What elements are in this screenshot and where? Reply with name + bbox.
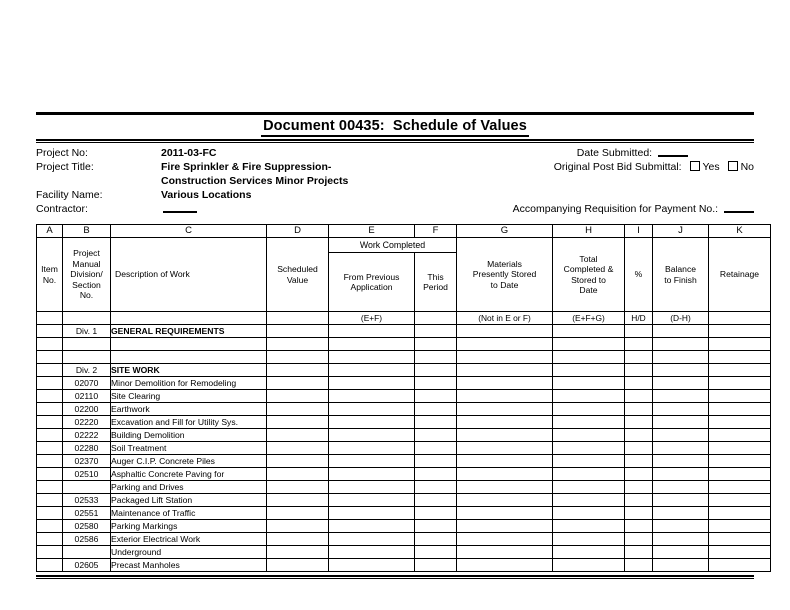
header-balance-to-finish: Balance to Finish	[653, 238, 709, 312]
cell-section-no[interactable]: 02110	[63, 390, 111, 403]
cell-percent[interactable]	[625, 546, 653, 559]
cell-balance-to-finish[interactable]	[653, 533, 709, 546]
cell-balance-to-finish[interactable]	[653, 416, 709, 429]
cell-retainage[interactable]	[709, 481, 771, 494]
table-row	[37, 494, 771, 507]
cell-total-completed-stored[interactable]	[553, 546, 625, 559]
table-row	[37, 455, 771, 468]
cell-percent[interactable]	[625, 455, 653, 468]
header-this-period: This Period	[415, 253, 457, 312]
table-row	[37, 559, 771, 572]
table-row	[37, 390, 771, 403]
cell-item-no[interactable]	[37, 429, 63, 442]
cell-materials-presently-stored[interactable]	[457, 533, 553, 546]
table-row	[37, 325, 771, 338]
table-row	[37, 416, 771, 429]
cell-balance-to-finish[interactable]	[653, 364, 709, 377]
cell-materials-presently-stored[interactable]	[457, 338, 553, 351]
cell-percent[interactable]	[625, 507, 653, 520]
cell-scheduled-value[interactable]	[267, 520, 329, 533]
cell-item-no[interactable]	[37, 559, 63, 572]
cell-percent[interactable]	[625, 429, 653, 442]
cell-materials-presently-stored[interactable]	[457, 351, 553, 364]
cell-section-no[interactable]	[63, 338, 111, 351]
cell-from-previous-application[interactable]	[329, 429, 415, 442]
cell-percent[interactable]	[625, 390, 653, 403]
cell-this-period[interactable]	[415, 546, 457, 559]
cell-item-no[interactable]	[37, 364, 63, 377]
contractor-label: Contractor:	[36, 203, 88, 215]
cell-from-previous-application[interactable]	[329, 390, 415, 403]
cell-from-previous-application[interactable]	[329, 507, 415, 520]
cell-percent[interactable]	[625, 416, 653, 429]
cell-materials-presently-stored[interactable]	[457, 507, 553, 520]
cell-section-no[interactable]: Div. 1	[63, 325, 111, 338]
cell-section-no[interactable]: 02280	[63, 442, 111, 455]
cell-this-period[interactable]	[415, 481, 457, 494]
cell-scheduled-value[interactable]	[267, 494, 329, 507]
cell-section-no[interactable]: 02370	[63, 455, 111, 468]
table-row	[37, 507, 771, 520]
column-letter-f: F	[415, 225, 457, 238]
cell-total-completed-stored[interactable]	[553, 403, 625, 416]
cell-this-period[interactable]	[415, 468, 457, 481]
cell-description[interactable]: GENERAL REQUIREMENTS	[111, 325, 267, 338]
cell-total-completed-stored[interactable]	[553, 559, 625, 572]
cell-retainage[interactable]	[709, 559, 771, 572]
cell-from-previous-application[interactable]	[329, 403, 415, 416]
cell-balance-to-finish[interactable]	[653, 494, 709, 507]
column-letter-a: A	[37, 225, 63, 238]
cell-percent[interactable]	[625, 533, 653, 546]
cell-balance-to-finish[interactable]	[653, 481, 709, 494]
cell-percent[interactable]	[625, 403, 653, 416]
cell-section-no[interactable]: 02605	[63, 559, 111, 572]
cell-scheduled-value[interactable]	[267, 481, 329, 494]
cell-item-no[interactable]	[37, 416, 63, 429]
cell-section-no[interactable]: 02586	[63, 533, 111, 546]
column-letter-i: I	[625, 225, 653, 238]
accompanying-requisition-blank-line[interactable]	[724, 206, 754, 213]
project-no-value: 2011-03-FC	[161, 147, 217, 159]
cell-item-no[interactable]	[37, 546, 63, 559]
cell-materials-presently-stored[interactable]	[457, 364, 553, 377]
cell-balance-to-finish[interactable]	[653, 520, 709, 533]
cell-total-completed-stored[interactable]	[553, 377, 625, 390]
cell-total-completed-stored[interactable]	[553, 351, 625, 364]
column-letter-k: K	[709, 225, 771, 238]
cell-percent[interactable]	[625, 494, 653, 507]
date-submitted-blank-line[interactable]	[658, 150, 688, 157]
cell-materials-presently-stored[interactable]	[457, 403, 553, 416]
table-row	[37, 468, 771, 481]
cell-materials-presently-stored[interactable]	[457, 520, 553, 533]
cell-description[interactable]: Precast Manholes	[111, 559, 267, 572]
cell-item-no[interactable]	[37, 351, 63, 364]
cell-balance-to-finish[interactable]	[653, 351, 709, 364]
cell-materials-presently-stored[interactable]	[457, 546, 553, 559]
cell-section-no[interactable]: 02510	[63, 468, 111, 481]
cell-item-no[interactable]	[37, 520, 63, 533]
cell-description[interactable]: Asphaltic Concrete Paving for	[111, 468, 267, 481]
cell-section-no[interactable]	[63, 351, 111, 364]
cell-total-completed-stored[interactable]	[553, 364, 625, 377]
cell-section-no[interactable]: 02580	[63, 520, 111, 533]
cell-balance-to-finish[interactable]	[653, 559, 709, 572]
cell-balance-to-finish[interactable]	[653, 429, 709, 442]
cell-from-previous-application[interactable]	[329, 364, 415, 377]
table-row	[37, 442, 771, 455]
header-project-manual-division-section-no: Project Manual Division/ Section No.	[63, 238, 111, 312]
cell-percent[interactable]	[625, 338, 653, 351]
cell-materials-presently-stored[interactable]	[457, 416, 553, 429]
header-from-previous-application: From Previous Application	[329, 253, 415, 312]
cell-total-completed-stored[interactable]	[553, 533, 625, 546]
cell-retainage[interactable]	[709, 403, 771, 416]
cell-scheduled-value[interactable]	[267, 416, 329, 429]
cell-retainage[interactable]	[709, 377, 771, 390]
cell-from-previous-application[interactable]	[329, 377, 415, 390]
cell-total-completed-stored[interactable]	[553, 481, 625, 494]
formula-a	[37, 312, 63, 325]
cell-scheduled-value[interactable]	[267, 546, 329, 559]
formula-k	[709, 312, 771, 325]
cell-scheduled-value[interactable]	[267, 403, 329, 416]
cell-section-no[interactable]: 02200	[63, 403, 111, 416]
cell-retainage[interactable]	[709, 390, 771, 403]
facility-name-value: Various Locations	[161, 189, 252, 201]
cell-retainage[interactable]	[709, 429, 771, 442]
cell-this-period[interactable]	[415, 559, 457, 572]
project-info-block	[36, 146, 754, 218]
formula-e: (E+F)	[329, 312, 415, 325]
cell-scheduled-value[interactable]	[267, 390, 329, 403]
formula-j: (D-H)	[653, 312, 709, 325]
cell-balance-to-finish[interactable]	[653, 403, 709, 416]
cell-this-period[interactable]	[415, 364, 457, 377]
cell-percent[interactable]	[625, 442, 653, 455]
cell-materials-presently-stored[interactable]	[457, 390, 553, 403]
header-total-completed-stored-to-date: Total Completed & Stored to Date	[553, 238, 625, 312]
cell-retainage[interactable]	[709, 546, 771, 559]
project-no-label: Project No:	[36, 147, 88, 159]
project-title-value-line1: Fire Sprinkler & Fire Suppression-	[161, 161, 332, 173]
cell-scheduled-value[interactable]	[267, 429, 329, 442]
header-retainage: Retainage	[709, 238, 771, 312]
column-letter-j: J	[653, 225, 709, 238]
cell-scheduled-value[interactable]	[267, 364, 329, 377]
cell-scheduled-value[interactable]	[267, 533, 329, 546]
cell-balance-to-finish[interactable]	[653, 455, 709, 468]
formula-f	[415, 312, 457, 325]
cell-scheduled-value[interactable]	[267, 377, 329, 390]
cell-section-no[interactable]: 02533	[63, 494, 111, 507]
cell-from-previous-application[interactable]	[329, 325, 415, 338]
cell-materials-presently-stored[interactable]	[457, 442, 553, 455]
cell-percent[interactable]	[625, 520, 653, 533]
header-description-of-work: Description of Work	[111, 238, 267, 312]
cell-total-completed-stored[interactable]	[553, 494, 625, 507]
cell-materials-presently-stored[interactable]	[457, 455, 553, 468]
cell-total-completed-stored[interactable]	[553, 468, 625, 481]
cell-retainage[interactable]	[709, 351, 771, 364]
checkbox-yes[interactable]	[690, 161, 700, 171]
cell-percent[interactable]	[625, 325, 653, 338]
cell-item-no[interactable]	[37, 533, 63, 546]
cell-this-period[interactable]	[415, 429, 457, 442]
cell-from-previous-application[interactable]	[329, 546, 415, 559]
cell-total-completed-stored[interactable]	[553, 520, 625, 533]
cell-balance-to-finish[interactable]	[653, 442, 709, 455]
cell-materials-presently-stored[interactable]	[457, 377, 553, 390]
cell-item-no[interactable]	[37, 468, 63, 481]
cell-section-no[interactable]: 02222	[63, 429, 111, 442]
formula-b	[63, 312, 111, 325]
cell-percent[interactable]	[625, 364, 653, 377]
column-letter-d: D	[267, 225, 329, 238]
cell-description[interactable]: Packaged Lift Station	[111, 494, 267, 507]
cell-this-period[interactable]	[415, 338, 457, 351]
table-bottom-rule	[36, 575, 754, 579]
cell-this-period[interactable]	[415, 416, 457, 429]
cell-scheduled-value[interactable]	[267, 442, 329, 455]
cell-balance-to-finish[interactable]	[653, 325, 709, 338]
title-bottom-rule	[36, 139, 754, 143]
cell-materials-presently-stored[interactable]	[457, 468, 553, 481]
cell-materials-presently-stored[interactable]	[457, 494, 553, 507]
cell-balance-to-finish[interactable]	[653, 468, 709, 481]
cell-description[interactable]: Auger C.I.P. Concrete Piles	[111, 455, 267, 468]
cell-this-period[interactable]	[415, 533, 457, 546]
header-materials-presently-stored-to-date: Materials Presently Stored to Date	[457, 238, 553, 312]
cell-balance-to-finish[interactable]	[653, 507, 709, 520]
group-header-row	[37, 238, 771, 253]
cell-description[interactable]: Parking Markings	[111, 520, 267, 533]
cell-this-period[interactable]	[415, 351, 457, 364]
checkbox-no-label: No	[740, 161, 754, 173]
cell-item-no[interactable]	[37, 390, 63, 403]
cell-scheduled-value[interactable]	[267, 468, 329, 481]
cell-item-no[interactable]	[37, 338, 63, 351]
cell-description[interactable]: Underground	[111, 546, 267, 559]
cell-description[interactable]: Maintenance of Traffic	[111, 507, 267, 520]
cell-scheduled-value[interactable]	[267, 559, 329, 572]
cell-total-completed-stored[interactable]	[553, 390, 625, 403]
cell-retainage[interactable]	[709, 442, 771, 455]
cell-percent[interactable]	[625, 468, 653, 481]
cell-section-no[interactable]: 02551	[63, 507, 111, 520]
cell-scheduled-value[interactable]	[267, 507, 329, 520]
cell-balance-to-finish[interactable]	[653, 377, 709, 390]
cell-from-previous-application[interactable]	[329, 468, 415, 481]
cell-from-previous-application[interactable]	[329, 442, 415, 455]
header-work-completed-group: Work Completed	[329, 238, 457, 253]
cell-retainage[interactable]	[709, 468, 771, 481]
cell-description[interactable]: Site Clearing	[111, 390, 267, 403]
cell-total-completed-stored[interactable]	[553, 325, 625, 338]
contractor-blank-line[interactable]	[163, 205, 197, 213]
date-submitted-label: Date Submitted:	[576, 147, 653, 159]
cell-from-previous-application[interactable]	[329, 559, 415, 572]
cell-item-no[interactable]	[37, 494, 63, 507]
column-letter-c: C	[111, 225, 267, 238]
table-row	[37, 481, 771, 494]
cell-description[interactable]: Building Demolition	[111, 429, 267, 442]
column-letter-e: E	[329, 225, 415, 238]
cell-total-completed-stored[interactable]	[553, 338, 625, 351]
cell-this-period[interactable]	[415, 390, 457, 403]
cell-materials-presently-stored[interactable]	[457, 325, 553, 338]
cell-balance-to-finish[interactable]	[653, 546, 709, 559]
cell-retainage[interactable]	[709, 494, 771, 507]
cell-from-previous-application[interactable]	[329, 416, 415, 429]
cell-from-previous-application[interactable]	[329, 494, 415, 507]
cell-item-no[interactable]	[37, 455, 63, 468]
cell-total-completed-stored[interactable]	[553, 507, 625, 520]
table-row	[37, 533, 771, 546]
cell-description[interactable]: Exterior Electrical Work	[111, 533, 267, 546]
cell-description[interactable]: Minor Demolition for Remodeling	[111, 377, 267, 390]
cell-item-no[interactable]	[37, 377, 63, 390]
cell-description[interactable]	[111, 351, 267, 364]
table-row	[37, 403, 771, 416]
cell-section-no[interactable]	[63, 481, 111, 494]
table-row	[37, 377, 771, 390]
cell-retainage[interactable]	[709, 364, 771, 377]
cell-materials-presently-stored[interactable]	[457, 481, 553, 494]
project-title-label: Project Title:	[36, 161, 94, 173]
table-row	[37, 338, 771, 351]
cell-scheduled-value[interactable]	[267, 338, 329, 351]
cell-section-no[interactable]: Div. 2	[63, 364, 111, 377]
schedule-of-values-table	[36, 224, 771, 572]
cell-this-period[interactable]	[415, 325, 457, 338]
cell-description[interactable]: Excavation and Fill for Utility Sys.	[111, 416, 267, 429]
formula-g: (Not in E or F)	[457, 312, 553, 325]
cell-balance-to-finish[interactable]	[653, 390, 709, 403]
checkbox-no[interactable]	[728, 161, 738, 171]
accompanying-requisition-label: Accompanying Requisition for Payment No.:	[512, 203, 719, 215]
column-letter-h: H	[553, 225, 625, 238]
facility-name-label: Facility Name:	[36, 189, 103, 201]
cell-balance-to-finish[interactable]	[653, 338, 709, 351]
header-item-no: Item No.	[37, 238, 63, 312]
cell-item-no[interactable]	[37, 442, 63, 455]
formula-c	[111, 312, 267, 325]
table-row	[37, 429, 771, 442]
title-block	[36, 112, 754, 143]
cell-total-completed-stored[interactable]	[553, 416, 625, 429]
cell-percent[interactable]	[625, 377, 653, 390]
cell-from-previous-application[interactable]	[329, 533, 415, 546]
cell-total-completed-stored[interactable]	[553, 429, 625, 442]
cell-from-previous-application[interactable]	[329, 351, 415, 364]
cell-description[interactable]	[111, 338, 267, 351]
formula-d	[267, 312, 329, 325]
cell-percent[interactable]	[625, 351, 653, 364]
project-title-value-line2: Construction Services Minor Projects	[161, 175, 349, 187]
formula-i: H/D	[625, 312, 653, 325]
cell-this-period[interactable]	[415, 403, 457, 416]
cell-retainage[interactable]	[709, 533, 771, 546]
formula-row	[37, 312, 771, 325]
cell-description[interactable]: Soil Treatment	[111, 442, 267, 455]
table-row	[37, 520, 771, 533]
page-title: Document 00435: Schedule of Values	[261, 118, 529, 137]
column-letter-row	[37, 225, 771, 238]
schedule-of-values-table-wrap	[36, 224, 760, 579]
cell-description[interactable]: Parking and Drives	[111, 481, 267, 494]
original-post-bid-label: Original Post Bid Submittal:	[553, 161, 682, 173]
header-percent: %	[625, 238, 653, 312]
cell-retainage[interactable]	[709, 338, 771, 351]
cell-materials-presently-stored[interactable]	[457, 429, 553, 442]
cell-scheduled-value[interactable]	[267, 325, 329, 338]
cell-retainage[interactable]	[709, 507, 771, 520]
column-letter-g: G	[457, 225, 553, 238]
checkbox-yes-label: Yes	[702, 161, 720, 173]
cell-retainage[interactable]	[709, 325, 771, 338]
cell-section-no[interactable]: 02220	[63, 416, 111, 429]
header-scheduled-value: Scheduled Value	[267, 238, 329, 312]
cell-section-no[interactable]	[63, 546, 111, 559]
title-row	[36, 115, 754, 139]
cell-total-completed-stored[interactable]	[553, 442, 625, 455]
cell-this-period[interactable]	[415, 455, 457, 468]
cell-this-period[interactable]	[415, 494, 457, 507]
cell-this-period[interactable]	[415, 442, 457, 455]
cell-materials-presently-stored[interactable]	[457, 559, 553, 572]
cell-section-no[interactable]: 02070	[63, 377, 111, 390]
cell-retainage[interactable]	[709, 455, 771, 468]
cell-from-previous-application[interactable]	[329, 481, 415, 494]
formula-h: (E+F+G)	[553, 312, 625, 325]
cell-description[interactable]: Earthwork	[111, 403, 267, 416]
cell-this-period[interactable]	[415, 377, 457, 390]
cell-description[interactable]: SITE WORK	[111, 364, 267, 377]
column-letter-b: B	[63, 225, 111, 238]
cell-retainage[interactable]	[709, 416, 771, 429]
cell-retainage[interactable]	[709, 520, 771, 533]
table-row	[37, 364, 771, 377]
cell-percent[interactable]	[625, 559, 653, 572]
cell-item-no[interactable]	[37, 507, 63, 520]
table-body	[37, 325, 771, 572]
cell-this-period[interactable]	[415, 520, 457, 533]
cell-this-period[interactable]	[415, 507, 457, 520]
cell-scheduled-value[interactable]	[267, 351, 329, 364]
cell-item-no[interactable]	[37, 481, 63, 494]
cell-from-previous-application[interactable]	[329, 520, 415, 533]
cell-item-no[interactable]	[37, 403, 63, 416]
cell-scheduled-value[interactable]	[267, 455, 329, 468]
cell-from-previous-application[interactable]	[329, 455, 415, 468]
table-row	[37, 351, 771, 364]
cell-total-completed-stored[interactable]	[553, 455, 625, 468]
cell-item-no[interactable]	[37, 325, 63, 338]
cell-from-previous-application[interactable]	[329, 338, 415, 351]
table-row	[37, 546, 771, 559]
cell-percent[interactable]	[625, 481, 653, 494]
